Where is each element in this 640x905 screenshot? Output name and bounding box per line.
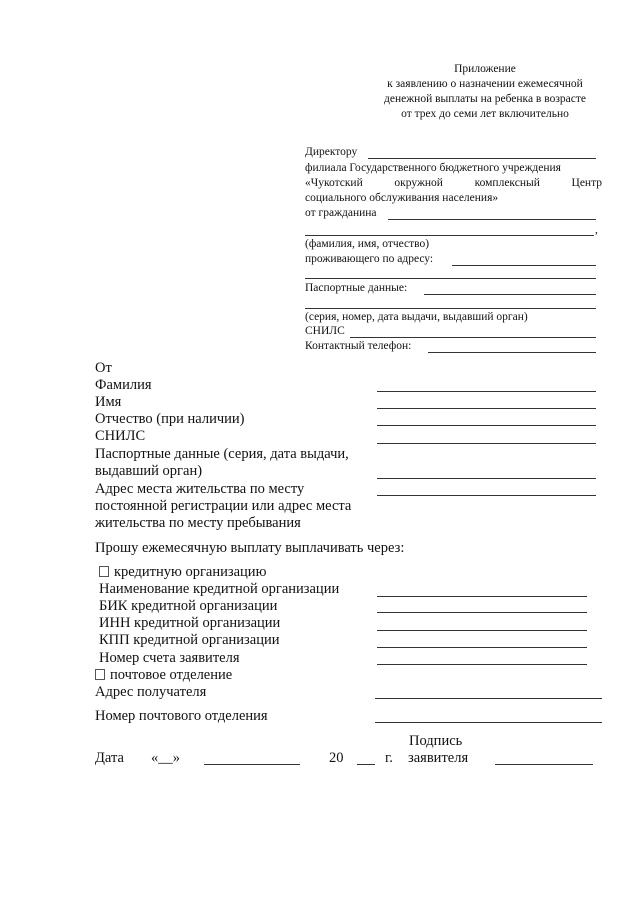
snils-applicant-label: СНИЛС [95,428,146,444]
inn-label: ИНН кредитной организации [99,615,281,631]
patronymic-label: Отчество (при наличии) [95,411,245,427]
director-label: Директору [305,146,358,158]
kpp-label: КПП кредитной организации [99,632,280,648]
center-word: Центр [571,177,602,189]
appendix-line: к заявлению о назначении ежемесячной [387,78,583,90]
kpp-line[interactable] [377,647,587,648]
center-name-line2: социального обслуживания населения» [305,192,499,204]
appendix-header [360,62,610,122]
date-day: «__» [151,750,180,766]
signature-label-2: заявителя [408,750,469,766]
surname-line[interactable] [377,391,596,392]
credit-org-option[interactable] [99,564,266,581]
credit-org-checkbox[interactable] [99,566,109,577]
from-label: От [95,360,112,376]
credit-name-label: Наименование кредитной организации [99,581,340,597]
name-label: Имя [95,394,122,410]
appendix-line: от трех до семи лет включительно [401,108,569,120]
recipient-address-label: Адрес получателя [95,684,207,700]
from-citizen-line[interactable] [388,219,596,220]
center-word: «Чукотский [305,177,363,189]
center-word: комплексный [474,177,540,189]
passport-label: Паспортные данные: [305,282,408,294]
phone-label: Контактный телефон: [305,340,412,352]
bik-label: БИК кредитной организации [99,598,278,614]
signature-label-1: Подпись [409,733,463,749]
address-label-1: Адрес места жительства по месту [95,481,305,497]
branch-text: филиала Государственного бюджетного учреждения [305,162,561,174]
credit-name-line[interactable] [377,596,587,597]
director-line[interactable] [368,158,596,159]
post-label: почтовое отделение [110,667,233,683]
post-option[interactable] [95,667,232,684]
address-label-3: жительства по месту пребывания [95,515,301,531]
date-century: 20 [329,750,344,766]
residing-line[interactable] [452,265,596,266]
center-name-justified [305,176,602,191]
account-label: Номер счета заявителя [99,650,240,666]
residing-line-2[interactable] [305,278,596,279]
date-label: Дата [95,750,124,766]
address-line[interactable] [377,495,596,496]
fio-hint: (фамилия, имя, отчество) [305,238,430,250]
passport-line[interactable] [424,294,596,295]
passport-applicant-label-2: выдавший орган) [95,463,203,479]
passport-applicant-line[interactable] [377,478,596,479]
address-label-2: постоянной регистрации или адрес места [95,498,352,514]
post-number-label: Номер почтового отделения [95,708,268,724]
phone-line[interactable] [428,352,596,353]
name-line[interactable] [377,408,596,409]
inn-line[interactable] [377,630,587,631]
fio-line-comma: , [595,224,598,236]
signature-line[interactable] [495,764,593,765]
appendix-title: Приложение [454,63,516,75]
recipient-address-line[interactable] [375,698,602,699]
date-month-line[interactable] [204,764,300,765]
patronymic-line[interactable] [377,425,596,426]
passport-line-2[interactable] [305,308,596,309]
from-citizen-label: от гражданина [305,207,377,219]
snils-applicant-line[interactable] [377,443,596,444]
passport-hint: (серия, номер, дата выдачи, выдавший орган) [305,311,528,323]
post-number-line[interactable] [375,722,602,723]
surname-label: Фамилия [95,377,152,393]
appendix-line: денежной выплаты на ребенка в возрасте [384,93,586,105]
passport-applicant-label-1: Паспортные данные (серия, дата выдачи, [95,446,349,462]
date-year-line[interactable] [357,764,375,765]
bik-line[interactable] [377,612,587,613]
fio-line[interactable] [305,235,594,236]
post-checkbox[interactable] [95,669,105,680]
date-year-suffix: г. [385,750,393,766]
center-word: окружной [394,177,443,189]
account-line[interactable] [377,664,587,665]
credit-org-label: кредитную организацию [114,564,267,580]
snils-label: СНИЛС [305,325,345,337]
payment-request: Прошу ежемесячную выплату выплачивать через: [95,540,405,556]
residing-label: проживающего по адресу: [305,253,434,265]
snils-line[interactable] [350,337,596,338]
